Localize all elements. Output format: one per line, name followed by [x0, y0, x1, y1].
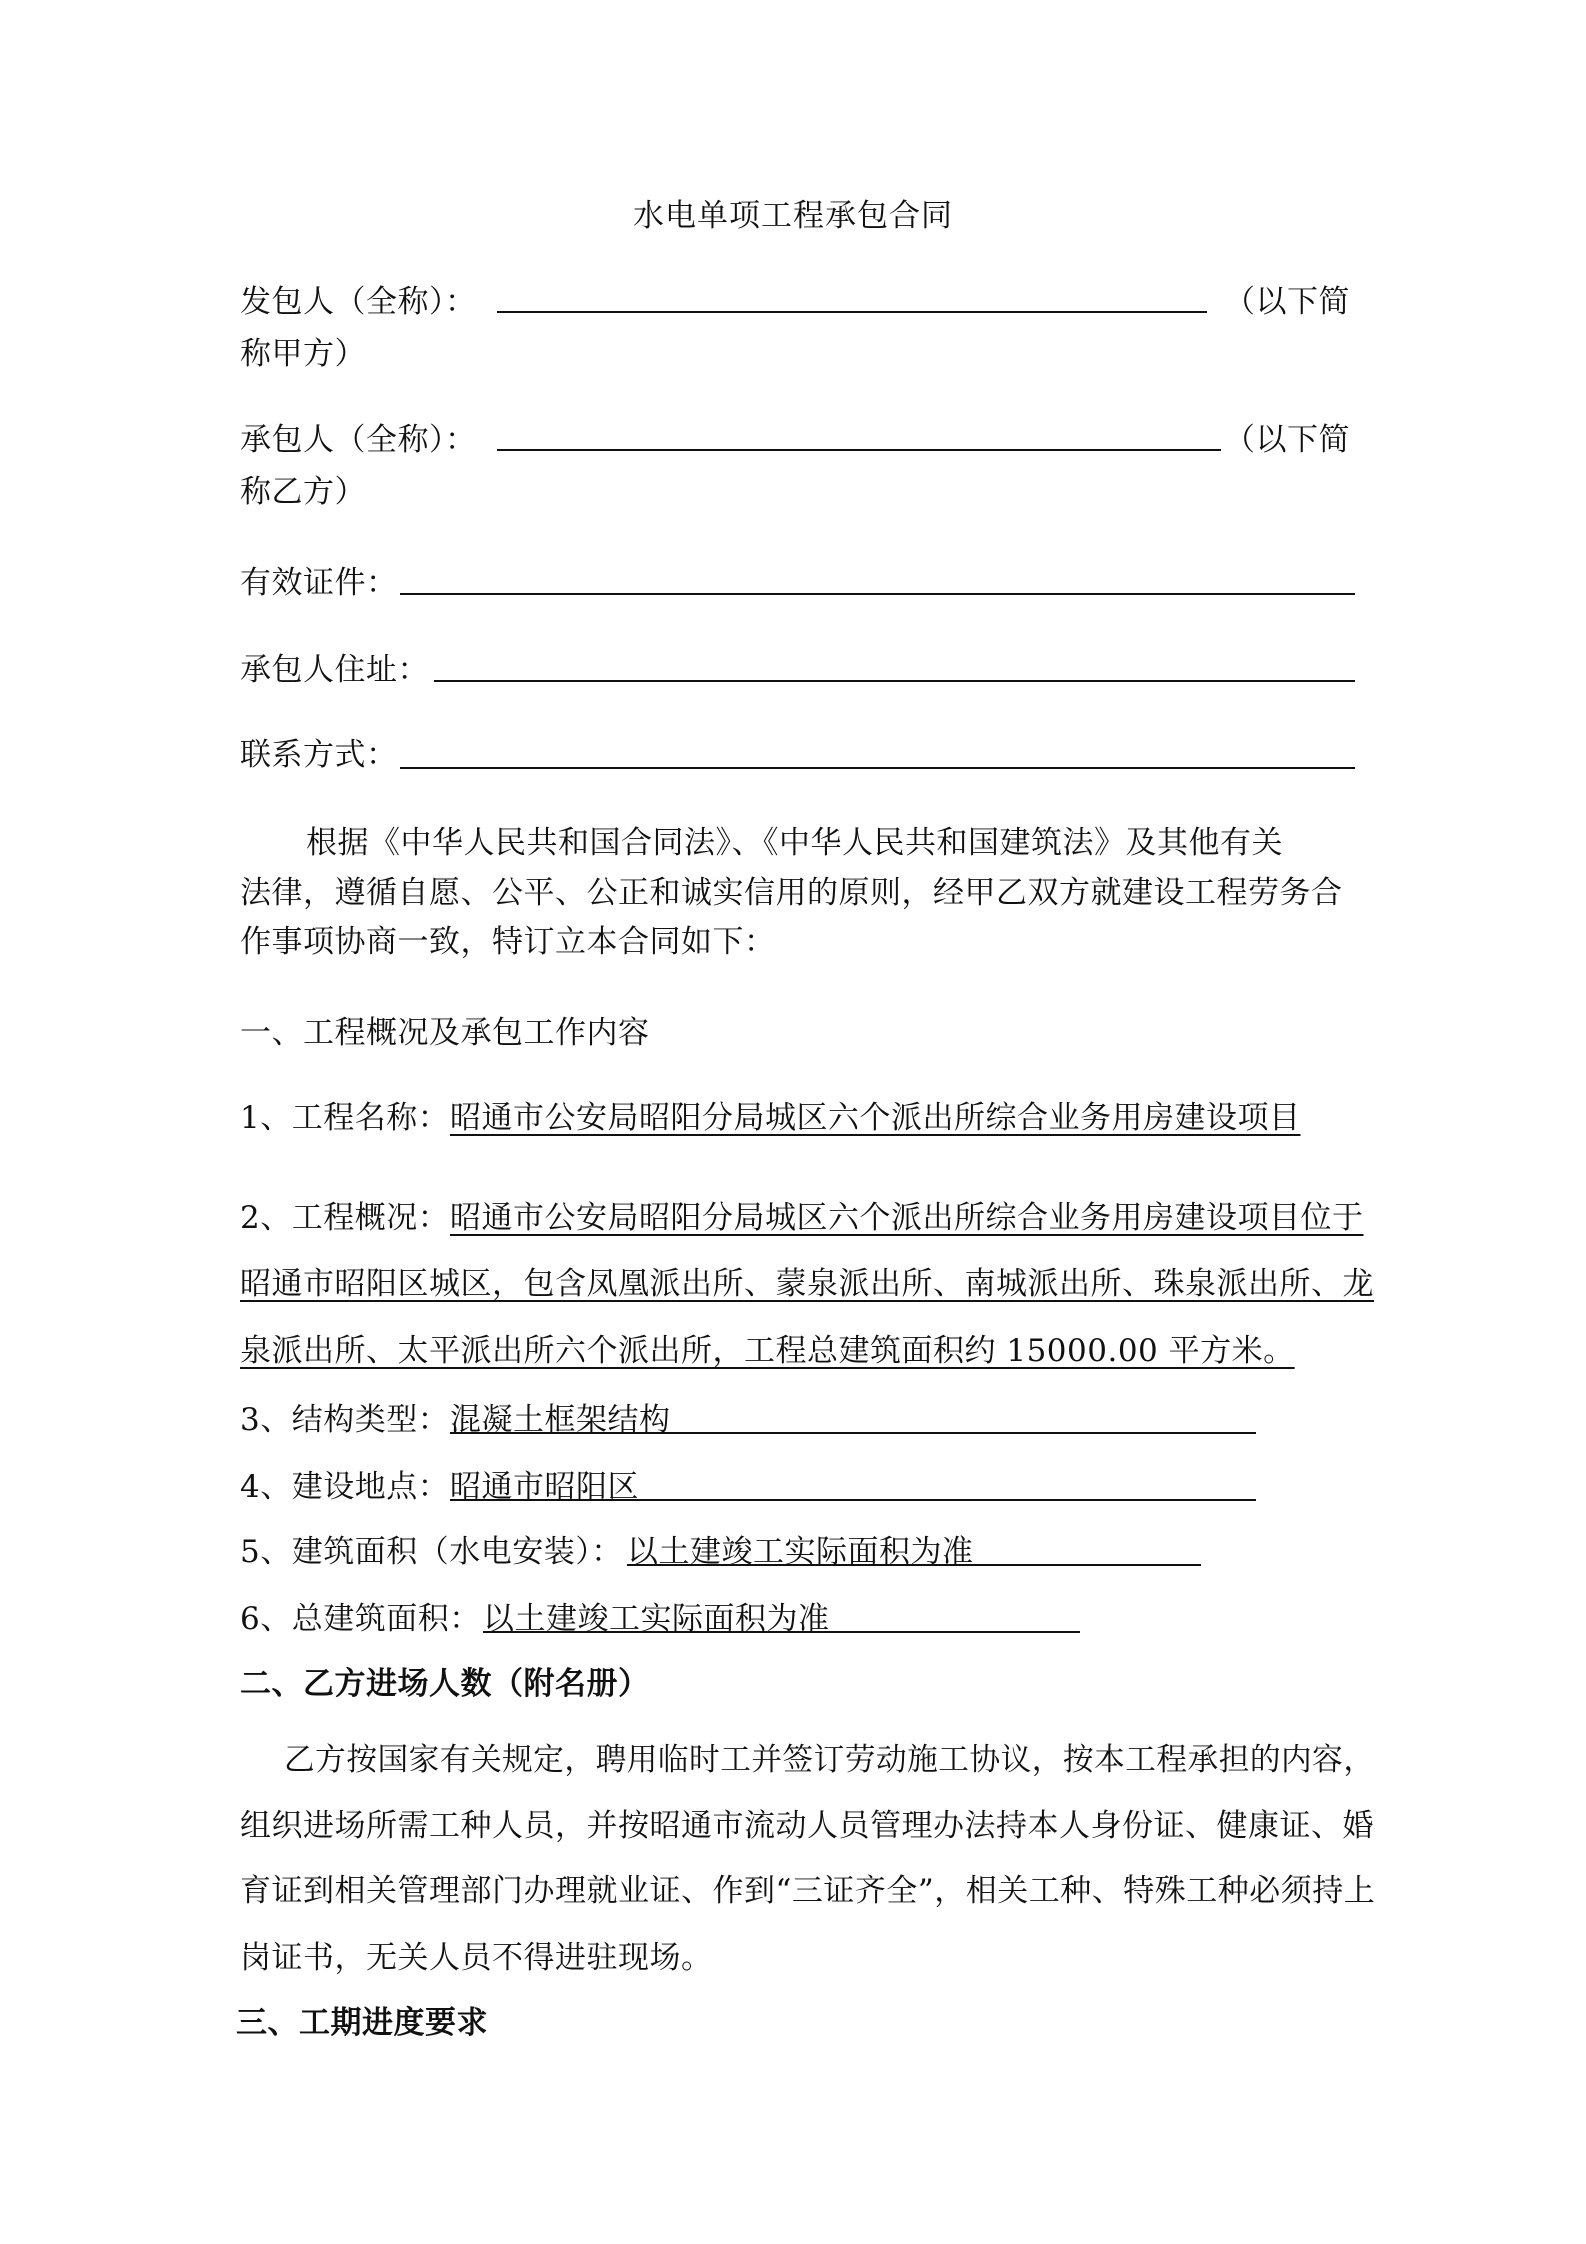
party-b-blank[interactable]: [497, 449, 1221, 451]
id-doc-label: 有效证件：: [240, 565, 398, 601]
item-5-label: 5、建筑面积（水电安装）：: [240, 1534, 623, 1570]
item-6-value: 以土建竣工实际面积为准: [483, 1601, 830, 1637]
document-title: 水电单项工程承包合同: [633, 198, 953, 234]
party-a-continuation: 称甲方）: [240, 336, 366, 372]
section-3-heading: 三、工期进度要求: [236, 2005, 488, 2041]
item-1-value: 昭通市公安局昭阳分局城区六个派出所综合业务用房建设项目: [450, 1100, 1301, 1136]
id-doc-blank[interactable]: [400, 593, 1355, 595]
preamble-line-1: 根据《中华人民共和国合同法》、《中华人民共和国建筑法》及其他有关: [306, 825, 1283, 861]
party-a-blank[interactable]: [497, 311, 1207, 313]
party-b-continuation: 称乙方）: [240, 474, 366, 510]
contact-label: 联系方式：: [240, 737, 398, 773]
section-2-heading: 二、乙方进场人数（附名册）: [240, 1666, 650, 1702]
party-b-suffix: （以下简: [1224, 422, 1350, 458]
item-2-label: 2、工程概况：: [240, 1200, 450, 1236]
party-a-suffix: （以下简: [1224, 284, 1350, 320]
item-3-label: 3、结构类型：: [240, 1402, 450, 1438]
section-2-line-3: 育证到相关管理部门办理就业证、作到“三证齐全”，相关工种、特殊工种必须持上: [240, 1873, 1376, 1909]
item-1-label: 1、工程名称：: [240, 1100, 450, 1136]
contact-blank[interactable]: [400, 767, 1355, 769]
preamble-line-2: 法律，遵循自愿、公平、公正和诚实信用的原则，经甲乙双方就建设工程劳务合: [240, 875, 1343, 911]
section-2-line-2: 组织进场所需工种人员，并按昭通市流动人员管理办法持本人身份证、健康证、婚: [240, 1808, 1374, 1844]
section-1-heading: 一、工程概况及承包工作内容: [240, 1015, 650, 1051]
item-4-value: 昭通市昭阳区: [450, 1469, 639, 1505]
item-3-value: 混凝土框架结构: [450, 1402, 671, 1438]
item-5-value: 以土建竣工实际面积为准: [627, 1534, 974, 1570]
item-2-line-1: 昭通市公安局昭阳分局城区六个派出所综合业务用房建设项目位于: [450, 1200, 1364, 1236]
item-2-line-3: 泉派出所、太平派出所六个派出所，工程总建筑面积约 15000.00 平方米。: [240, 1333, 1295, 1369]
address-blank[interactable]: [434, 680, 1355, 682]
party-a-label: 发包人（全称）：: [240, 284, 477, 320]
item-6-label: 6、总建筑面积：: [240, 1601, 481, 1637]
section-2-line-4: 岗证书，无关人员不得进驻现场。: [240, 1940, 713, 1976]
item-6-underline: [483, 1631, 1080, 1633]
item-3-underline: [450, 1432, 1256, 1434]
address-label: 承包人住址：: [240, 652, 429, 688]
item-4-underline: [450, 1499, 1256, 1501]
item-5-underline: [627, 1564, 1201, 1566]
item-4-label: 4、建设地点：: [240, 1469, 450, 1505]
party-b-label: 承包人（全称）：: [240, 422, 477, 458]
item-2-line-2: 昭通市昭阳区城区，包含凤凰派出所、蒙泉派出所、南城派出所、珠泉派出所、龙: [240, 1266, 1374, 1302]
preamble-line-3: 作事项协商一致，特订立本合同如下：: [240, 924, 776, 960]
section-2-line-1: 乙方按国家有关规定，聘用临时工并签订劳动施工协议，按本工程承担的内容，: [284, 1742, 1375, 1778]
